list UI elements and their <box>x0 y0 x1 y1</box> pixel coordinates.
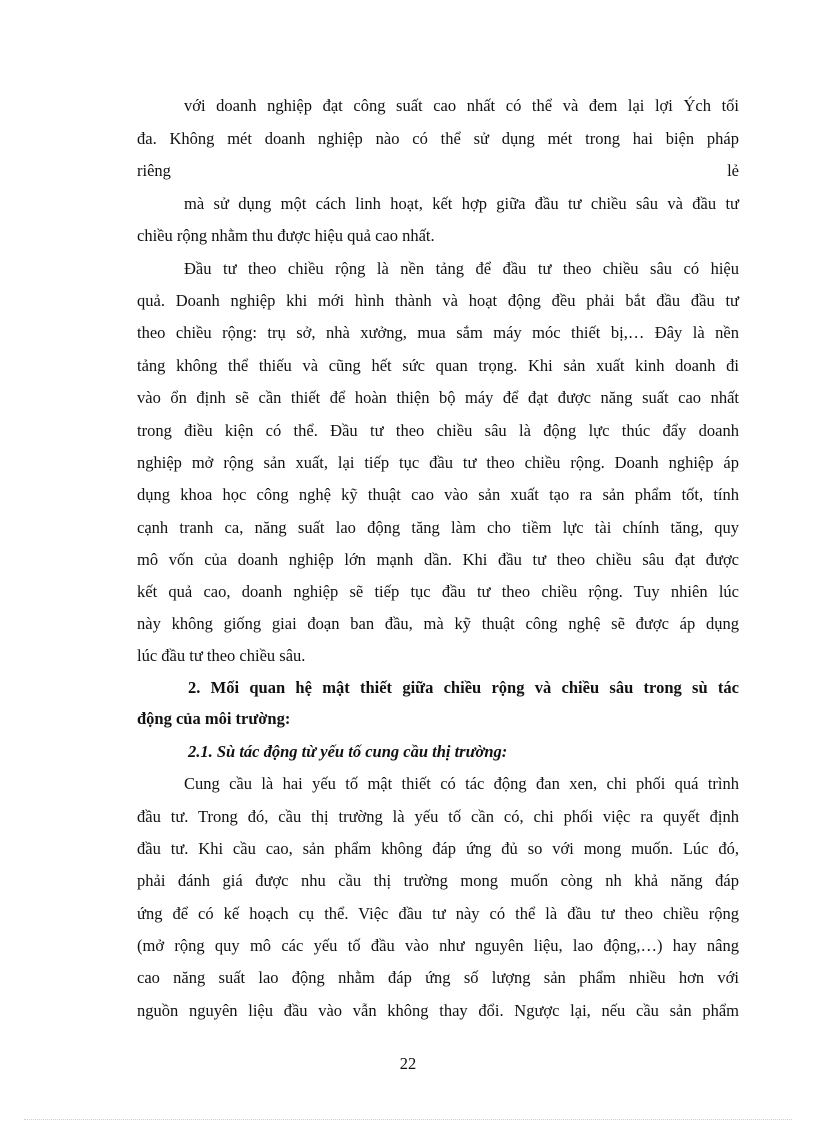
section-heading: động của môi trường: <box>137 709 291 728</box>
text-line: nghiệp mở rộng sản xuất, lại tiếp tục đầu tư theo chiều rộng. Doanh nghiệp áp <box>137 453 739 472</box>
text-line: Đầu tư theo chiều rộng là nền tảng để đầu tư theo chiều sâu có hiệu <box>184 259 739 278</box>
text-line: đa. Không mét doanh nghiệp nào có thể sử dụng mét trong hai biện pháp <box>137 129 739 148</box>
subsection-heading: 2.1. Sù tác động từ yếu tố cung cầu thị trường: <box>188 742 508 761</box>
text-line: phải đánh giá được nhu cầu thị trường mong muốn còng nh khả năng đáp <box>137 871 739 890</box>
text-line: ứng để có kế hoạch cụ thể. Việc đầu tư này có thể là đầu tư theo chiều rộng <box>137 904 739 923</box>
text-line: lẻ <box>727 161 739 180</box>
text-line: (mở rộng quy mô các yếu tố đầu vào như nguyên liệu, lao động,…) hay nâng <box>137 936 739 955</box>
text-line: cao năng suất lao động nhằm đáp ứng số lượng sản phẩm nhiều hơn với <box>137 968 739 987</box>
text-line: theo chiều rộng: trụ sở, nhà xưởng, mua sắm máy móc thiết bị,… Đây là nền <box>137 323 739 342</box>
text-line: đầu tư. Trong đó, cầu thị trường là yếu tố cần có, chi phối việc ra quyết định <box>137 807 739 826</box>
text-line: nguồn nguyên liệu đầu vào vẫn không thay đổi. Ngược lại, nếu cầu sản phẩm <box>137 1001 739 1020</box>
text-line: trong điều kiện có thể. Đầu tư theo chiều sâu là động lực thúc đẩy doanh <box>137 421 739 440</box>
text-line: dụng khoa học công nghệ kỹ thuật cao vào sản xuất tạo ra sản phẩm tốt, tính <box>137 485 739 504</box>
section-heading: 2. Mối quan hệ mật thiết giữa chiều rộng và chiều sâu trong sù tác <box>188 678 739 697</box>
text-line: với doanh nghiệp đạt công suất cao nhất có thể và đem lại lợi Ých tối <box>184 96 739 115</box>
text-line: này không giống giai đoạn ban đầu, mà kỹ thuật công nghệ sẽ được áp dụng <box>137 614 739 633</box>
page-number: 22 <box>399 1054 417 1073</box>
text-line: cạnh tranh ca, năng suất lao động tăng làm cho tiềm lực tài chính tăng, quy <box>137 518 739 537</box>
text-line: mà sử dụng một cách linh hoạt, kết hợp giữa đầu tư chiều sâu và đầu tư <box>184 194 739 213</box>
text-line: vào ổn định sẽ cần thiết để hoàn thiện bộ máy để đạt được năng suất cao nhất <box>137 388 739 407</box>
text-line: Cung cầu là hai yếu tố mật thiết có tác động đan xen, chi phối quá trình <box>184 774 739 793</box>
text-line: đầu tư. Khi cầu cao, sản phẩm không đáp ứng đủ so với mong muốn. Lúc đó, <box>137 839 739 858</box>
text-line: tảng không thể thiếu và cũng hết sức quan trọng. Khi sản xuất kinh doanh đi <box>137 356 739 375</box>
text-line: lúc đầu tư theo chiều sâu. <box>137 646 306 665</box>
text-line: riêng <box>137 161 171 180</box>
text-line: mô vốn của doanh nghiệp lớn mạnh dần. Khi đầu tư theo chiều sâu đạt được <box>137 550 739 569</box>
text-line: quả. Doanh nghiệp khi mới hình thành và hoạt động đều phải bắt đầu đầu tư <box>137 291 739 310</box>
page-bottom-divider <box>24 1119 792 1120</box>
text-line: chiều rộng nhằm thu được hiệu quả cao nhất. <box>137 226 435 245</box>
text-line: kết quả cao, doanh nghiệp sẽ tiếp tục đầu tư theo chiều rộng. Tuy nhiên lúc <box>137 582 739 601</box>
